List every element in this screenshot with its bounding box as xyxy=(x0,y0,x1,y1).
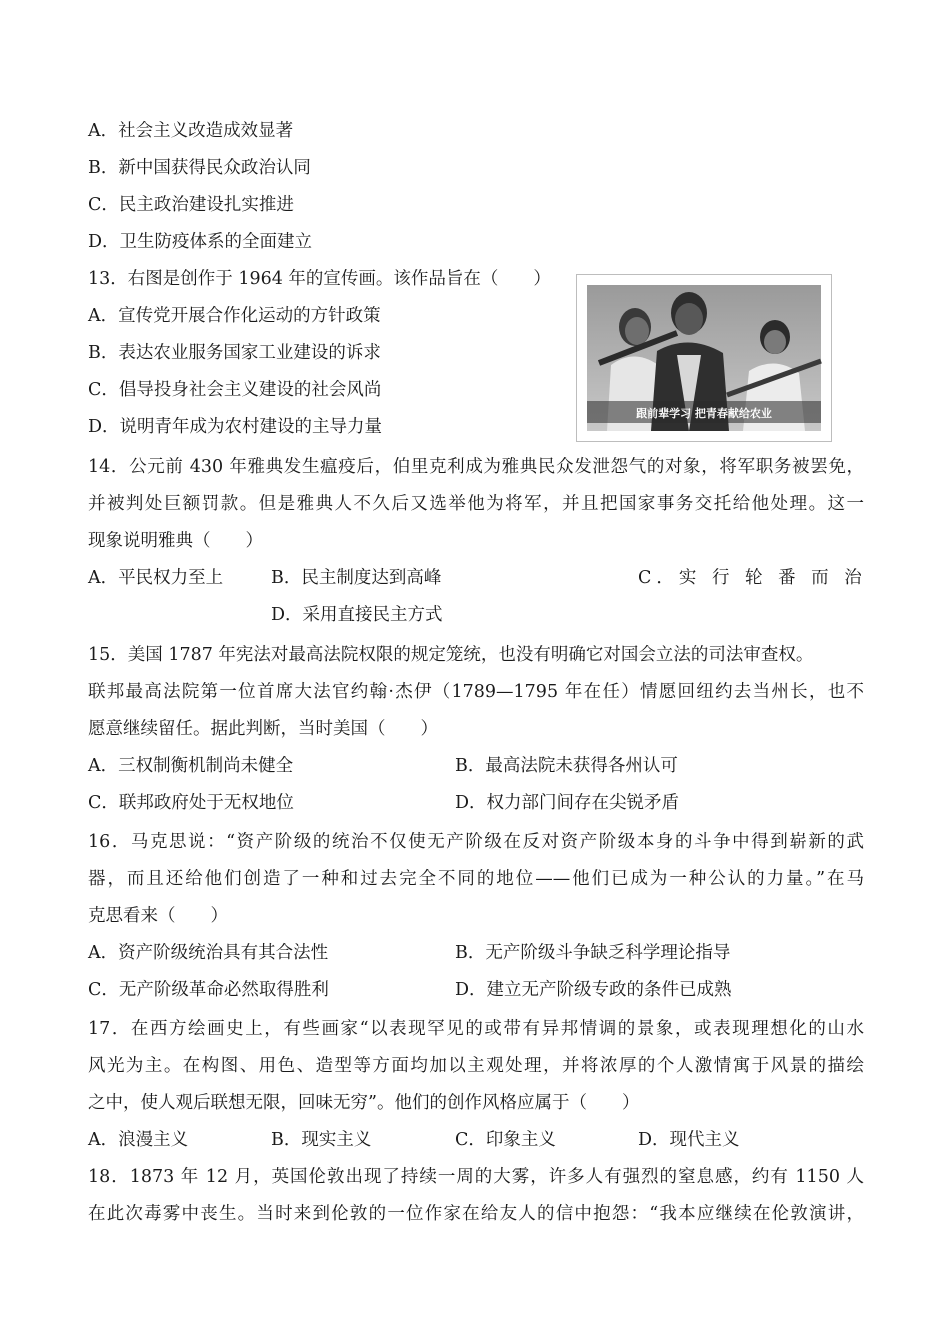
q14-option-b: B．民主制度达到高峰 xyxy=(271,568,442,588)
q15-stem-line-3: 愿意继续留任。据此判断，当时美国（ ） xyxy=(88,719,438,739)
q14-stem-line-2: 并被判处巨额罚款。但是雅典人不久后又选举他为将军，并且把国家事务交托给他处理。这一 xyxy=(88,494,864,514)
q17-stem-line-3: 之中，使人观后联想无限，回味无穷”。他们的创作风格应属于（ ） xyxy=(88,1093,640,1113)
q13-option-b: B．表达农业服务国家工业建设的诉求 xyxy=(88,343,381,363)
q18-stem-line-2: 在此次毒雾中丧生。当时来到伦敦的一位作家在给友人的信中抱怨：“我本应继续在伦敦演讲， xyxy=(88,1204,864,1224)
q16-option-d: D．建立无产阶级专政的条件已成熟 xyxy=(455,980,732,1000)
q15-option-d: D．权力部门间存在尖锐矛盾 xyxy=(455,793,680,813)
q16-stem-line-3: 克思看来（ ） xyxy=(88,906,228,926)
q13-option-c: C．倡导投身社会主义建设的社会风尚 xyxy=(88,380,382,400)
propaganda-poster-image xyxy=(576,274,832,442)
q17-stem-line-2: 风光为主。在构图、用色、造型等方面均加以主观处理，并将浓厚的个人激情寓于风景的描绘 xyxy=(88,1056,864,1076)
q16-option-b: B．无产阶级斗争缺乏科学理论指导 xyxy=(455,943,731,963)
q13-option-d: D．说明青年成为农村建设的主导力量 xyxy=(88,417,383,437)
q16-option-c: C．无产阶级革命必然取得胜利 xyxy=(88,980,329,1000)
q16-stem-line-2: 器，而且还给他们创造了一种和过去完全不同的地位——他们已成为一种公认的力量。”在马 xyxy=(88,869,864,889)
q15-option-a: A．三权制衡机制尚未健全 xyxy=(88,756,294,776)
q16-stem-line-1: 16．马克思说：“资产阶级的统治不仅使无产阶级在反对资产阶级本身的斗争中得到崭新的武 xyxy=(88,832,864,852)
q12-option-b: B．新中国获得民众政治认同 xyxy=(88,158,311,178)
q17-stem-line-1: 17．在西方绘画史上，有些画家“以表现罕见的或带有异邦情调的景象，或表现理想化的山水 xyxy=(88,1019,864,1039)
q17-option-c: C．印象主义 xyxy=(455,1130,556,1150)
q17-option-a: A．浪漫主义 xyxy=(88,1130,189,1150)
q12-option-a: A．社会主义改造成效显著 xyxy=(88,121,294,141)
q13-stem: 13．右图是创作于 1964 年的宣传画。该作品旨在（ ） xyxy=(88,269,551,289)
q14-option-a: A．平民权力至上 xyxy=(88,568,224,588)
q15-stem-line-2: 联邦最高法院第一位首席大法官约翰·杰伊（1789—1795 年在任）情愿回纽约去当州长，也不 xyxy=(88,682,864,702)
q17-option-d: D．现代主义 xyxy=(638,1130,740,1150)
q18-stem-line-1: 18．1873 年 12 月，英国伦敦出现了持续一周的大雾，许多人有强烈的窒息感，约有 1150 人 xyxy=(88,1167,864,1187)
q14-stem-line-1: 14．公元前 430 年雅典发生瘟疫后，伯里克利成为雅典民众发泄怨气的对象，将军职务被罢免， xyxy=(88,457,864,477)
q14-option-d: D．采用直接民主方式 xyxy=(271,605,443,625)
q15-option-c: C．联邦政府处于无权地位 xyxy=(88,793,294,813)
poster-caption: 跟前辈学习 把青春献给农业 xyxy=(636,407,772,420)
q12-option-d: D．卫生防疫体系的全面建立 xyxy=(88,232,313,252)
q14-option-c: C．实 行 轮 番 而 治 xyxy=(638,568,867,588)
q16-option-a: A．资产阶级统治具有其合法性 xyxy=(88,943,329,963)
q15-option-b: B．最高法院未获得各州认可 xyxy=(455,756,678,776)
q15-stem-line-1: 15．美国 1787 年宪法对最高法院权限的规定笼统，也没有明确它对国会立法的司法审查权。 xyxy=(88,645,814,665)
q14-stem-line-3: 现象说明雅典（ ） xyxy=(88,531,263,551)
q13-option-a: A．宣传党开展合作化运动的方针政策 xyxy=(88,306,381,326)
q17-option-b: B．现实主义 xyxy=(271,1130,372,1150)
q12-option-c: C．民主政治建设扎实推进 xyxy=(88,195,294,215)
